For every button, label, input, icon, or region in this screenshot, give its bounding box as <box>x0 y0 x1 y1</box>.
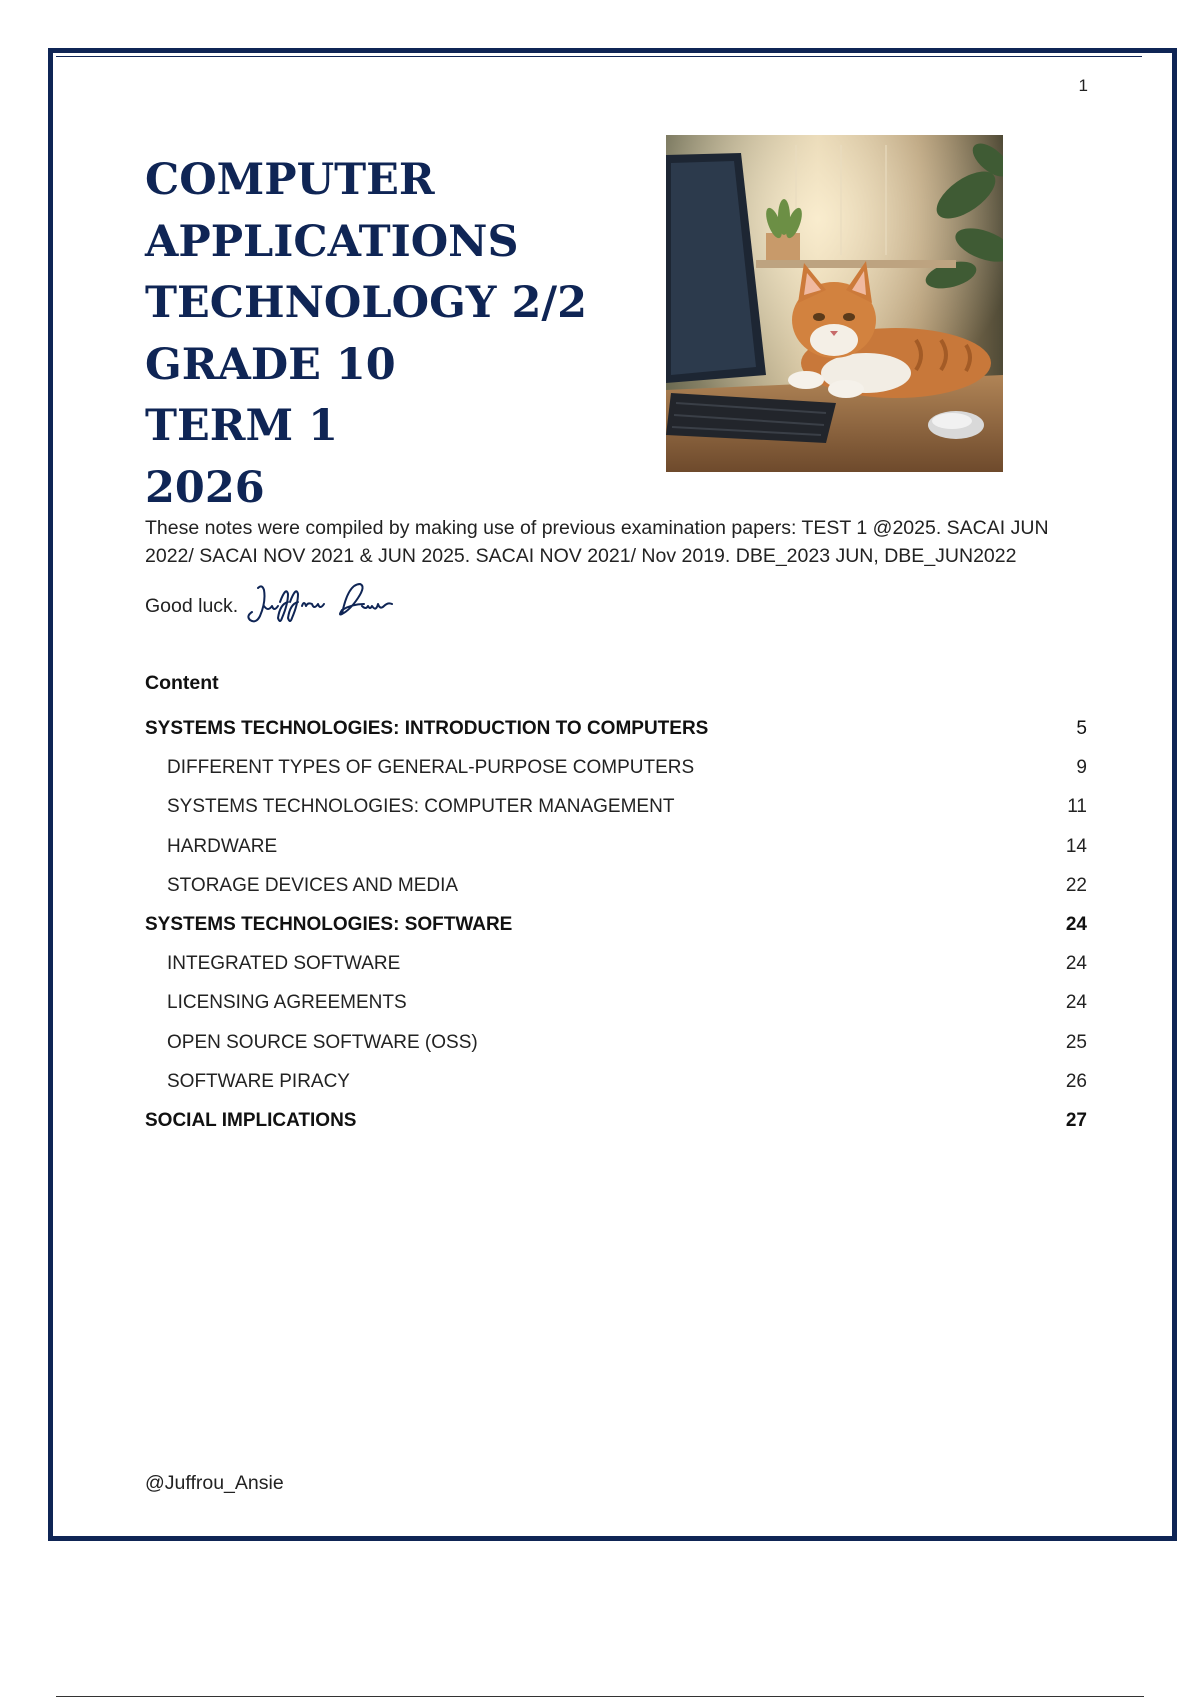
toc-entry-page: 14 <box>1065 835 1087 857</box>
toc-entry-title: LICENSING AGREEMENTS <box>167 992 407 1014</box>
toc-entry-title: SYSTEMS TECHNOLOGIES: SOFTWARE <box>145 913 513 935</box>
toc-entry-page: 26 <box>1065 1070 1087 1092</box>
intro-paragraph: These notes were compiled by making use of previous examination papers: TEST 1 @2025. SACAI JUN 2022/ SACAI NOV 2021 & JUN 2025. SACAI NOV 2021/ Nov 2019. DBE_2023 JUN, DBE_JUN2022 <box>145 517 1049 567</box>
toc-entry-page: 24 <box>1065 992 1087 1014</box>
toc-entry[interactable] <box>145 748 1087 787</box>
toc-entry-page: 24 <box>1065 913 1087 935</box>
toc-entry-page: 11 <box>1067 796 1087 818</box>
bottom-rule <box>56 1696 1144 1698</box>
toc-entry-title: STORAGE DEVICES AND MEDIA <box>167 874 459 896</box>
title-line: TECHNOLOGY 2/2 <box>145 278 588 328</box>
toc-entry-page: 24 <box>1065 953 1087 975</box>
toc-entry-title: SOCIAL IMPLICATIONS <box>145 1109 357 1131</box>
toc-entry[interactable] <box>145 709 1087 748</box>
toc-entry[interactable] <box>145 944 1087 983</box>
toc-entry-page: 22 <box>1065 874 1087 896</box>
cat-at-computer-illustration <box>666 135 1003 472</box>
toc-entry-title: INTEGRATED SOFTWARE <box>167 953 401 975</box>
toc-entry[interactable] <box>145 1023 1087 1062</box>
toc-heading: Content <box>145 672 219 694</box>
toc-entry-page: 25 <box>1065 1031 1087 1053</box>
greeting <box>145 583 394 629</box>
toc-entry-title: SYSTEMS TECHNOLOGIES: COMPUTER MANAGEMENT <box>167 796 675 818</box>
toc-entry[interactable] <box>145 1101 1087 1140</box>
toc-entry-title: SYSTEMS TECHNOLOGIES: INTRODUCTION TO COMPUTERS <box>145 718 709 739</box>
toc-entry-page: 27 <box>1065 1109 1087 1131</box>
toc-entry-title: HARDWARE <box>167 835 278 857</box>
toc-entry-title: SOFTWARE PIRACY <box>167 1070 350 1092</box>
footer-handle: @Juffrou_Ansie <box>145 1472 284 1494</box>
toc-entry[interactable] <box>145 827 1087 866</box>
title-line: COMPUTER <box>145 155 435 205</box>
top-rule <box>56 56 1142 58</box>
title-line: APPLICATIONS <box>145 216 519 267</box>
title-line: 2026 <box>145 462 265 513</box>
handwritten-signature <box>244 580 394 632</box>
good-luck-text: Good luck. <box>145 594 239 617</box>
title-line: TERM 1 <box>145 401 338 451</box>
page-number: 1 <box>1078 76 1088 95</box>
table-of-contents <box>145 709 1087 1140</box>
toc-entry[interactable] <box>145 983 1087 1022</box>
toc-entry-title: DIFFERENT TYPES OF GENERAL-PURPOSE COMPUTERS <box>167 757 695 779</box>
title-line: GRADE 10 <box>145 339 396 390</box>
toc-entry[interactable] <box>145 1062 1087 1101</box>
toc-entry[interactable] <box>145 866 1087 905</box>
intro-text <box>145 514 1075 570</box>
toc-entry[interactable] <box>145 787 1087 826</box>
toc-entry-page: 5 <box>1076 718 1087 739</box>
toc-entry-title: OPEN SOURCE SOFTWARE (OSS) <box>167 1031 478 1053</box>
document-title <box>145 150 587 519</box>
toc-entry[interactable] <box>145 905 1087 944</box>
toc-entry-page: 9 <box>1076 757 1087 779</box>
